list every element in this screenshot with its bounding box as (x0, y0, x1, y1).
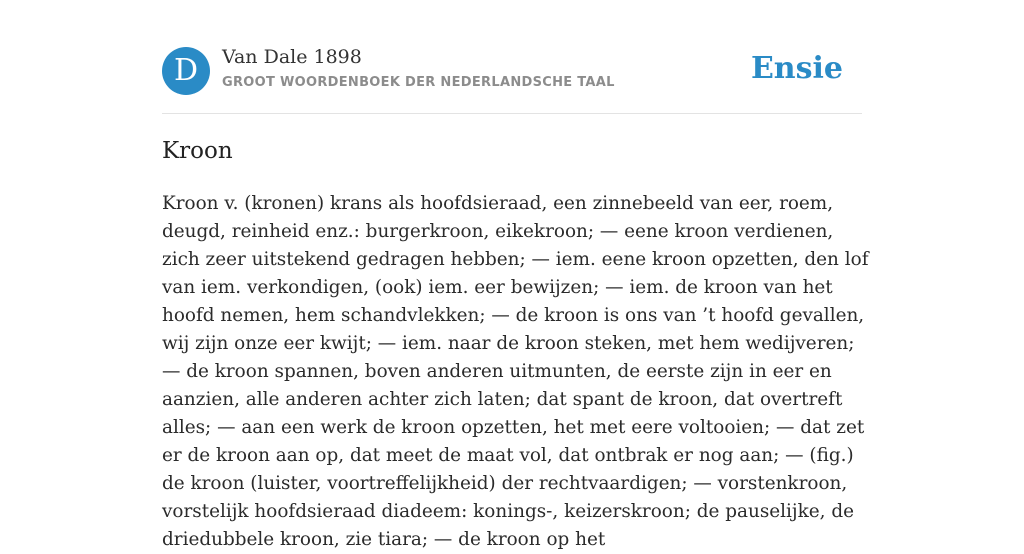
ensie-logo[interactable]: Ensie (750, 51, 843, 86)
page-container (162, 0, 869, 550)
source-header (162, 0, 862, 114)
source-subtitle: GROOT WOORDENBOEK DER NEDERLANDSCHE TAAL (222, 75, 615, 90)
source-title[interactable]: Van Dale 1898 (222, 46, 362, 68)
entry-definition: Kroon v. (kronen) krans als hoofdsieraad, een zinnebeeld van eer, roem, deugd, reinheid enz.: burgerkroon, eikekroon; — eene kroon verdienen, zich zeer uitstekend gedragen hebben; — iem. eene kroon opzetten, den lof van iem. verkondigen, (ook) iem. eer bewijzen; — iem. de kroon van het hoofd nemen, hem schandvlekken; — de kroon is ons van ’t hoofd gevallen, wij zijn onze eer kwijt; — iem. naar de kroon steken, met hem wedijveren; — de kroon spannen, boven anderen uitmunten, de eerste zijn in eer en aanzien, alle anderen achter zich laten; dat spant de kroon, dat overtreft alles; — aan een werk de kroon opzetten, het met eere voltooien; — dat zet er de kroon aan op, dat meet de maat vol, dat ontbrak er nog aan; — (fig.) de kroon (luister, voortreffelijkheid) der rechtvaardigen; — vorstenkroon, vorstelijk hoofdsieraad diadeem: konings-, keizerskroon; de pauselijke, de driedubbele kroon, zie tiara; — de kroon op het (162, 193, 869, 550)
source-avatar[interactable]: D (162, 47, 210, 95)
entry-title: Kroon (162, 138, 233, 164)
